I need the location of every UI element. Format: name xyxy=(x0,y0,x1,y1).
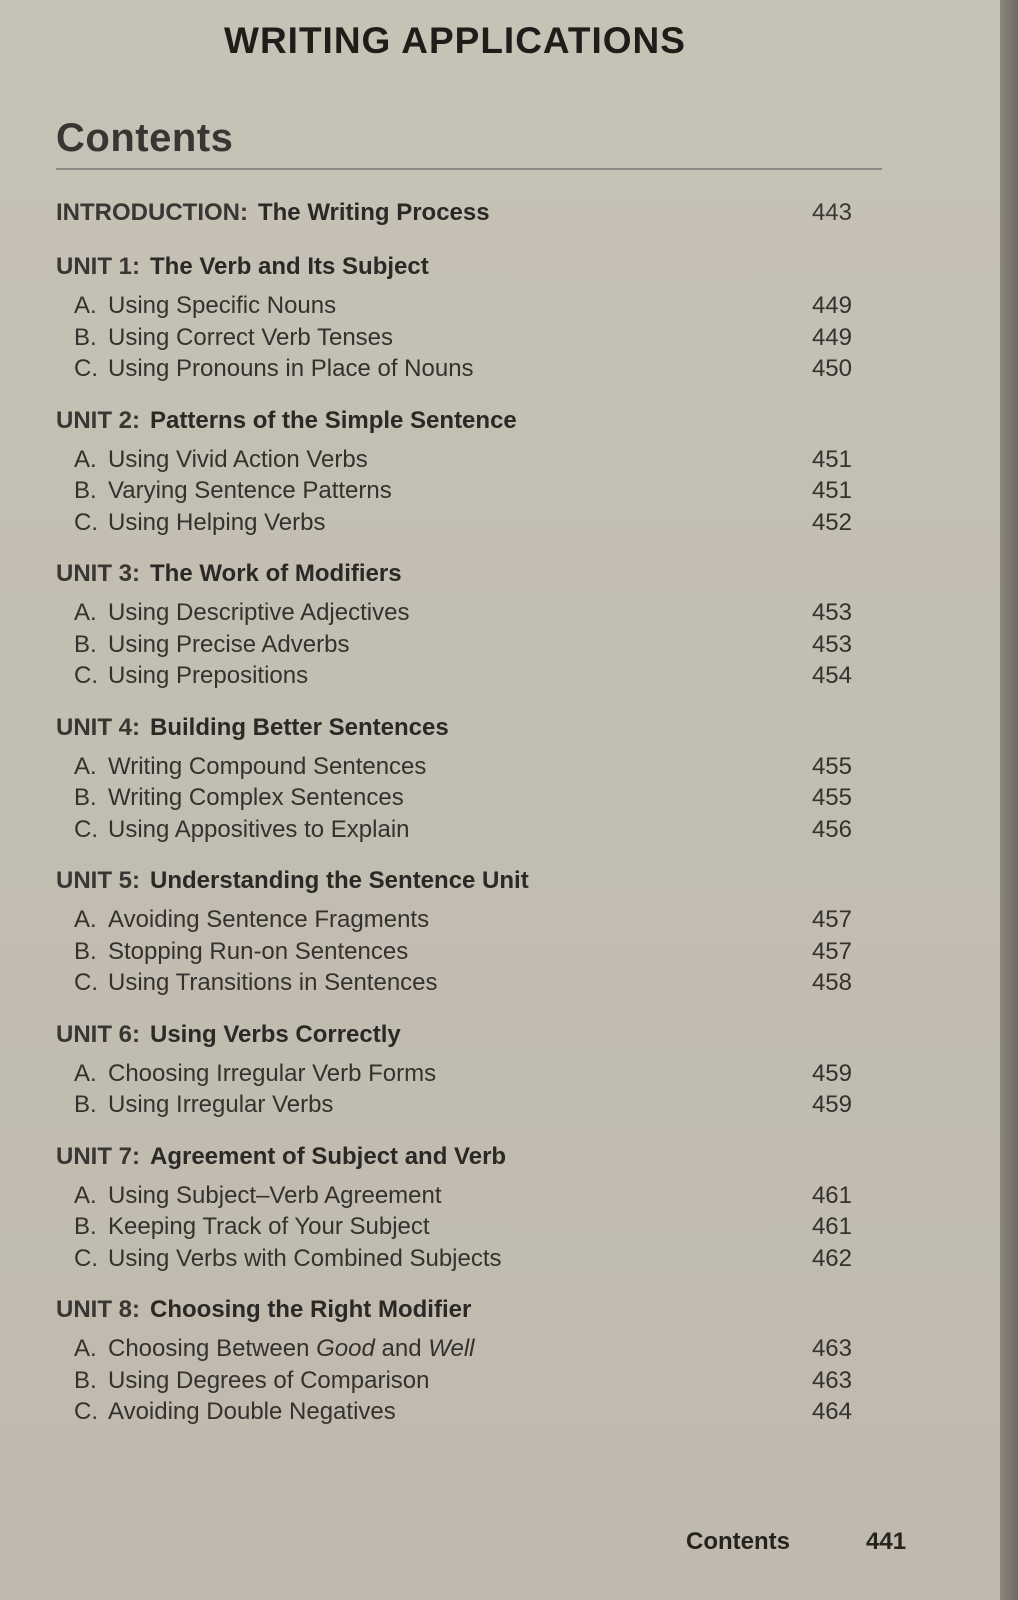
unit-title: Understanding the Sentence Unit xyxy=(150,867,529,894)
entry-page-number: 458 xyxy=(811,969,852,996)
entry-letter: A. xyxy=(74,1059,97,1087)
unit-heading xyxy=(56,404,892,438)
entry-page-number: 464 xyxy=(811,1398,852,1425)
toc-entry xyxy=(56,290,892,322)
entry-title: Using Helping Verbs xyxy=(108,508,326,536)
entry-page-number: 457 xyxy=(811,906,852,933)
entry-page-number: 459 xyxy=(811,1059,852,1087)
introduction-prefix: INTRODUCTION: xyxy=(56,199,248,226)
unit-entries xyxy=(56,290,892,385)
unit-section xyxy=(56,711,892,846)
entry-letter: A. xyxy=(74,445,97,473)
unit-number: UNIT 1: xyxy=(56,253,140,280)
entry-title-part: and xyxy=(374,1335,429,1362)
unit-title: Using Verbs Correctly xyxy=(150,1020,401,1048)
entry-page-number: 455 xyxy=(811,784,852,811)
entry-title-emphasis: Well xyxy=(428,1335,475,1362)
entry-title: Stopping Run-on Sentences xyxy=(108,937,409,965)
toc-entry xyxy=(56,322,892,354)
entry-title: Varying Sentence Patterns xyxy=(108,477,392,504)
entry-title: Using Subject–Verb Agreement xyxy=(108,1181,442,1209)
unit-heading xyxy=(56,1018,892,1052)
entry-page-number: 456 xyxy=(811,815,852,843)
entry-page-number: 457 xyxy=(811,937,852,965)
unit-number: UNIT 4: xyxy=(56,713,140,741)
entry-page-number: 461 xyxy=(811,1181,852,1209)
table-of-contents xyxy=(56,196,892,1447)
toc-entry xyxy=(56,1333,892,1365)
entry-title: Choosing Irregular Verb Forms xyxy=(108,1059,437,1087)
unit-title: The Verb and Its Subject xyxy=(150,253,429,280)
toc-entry xyxy=(56,1365,892,1397)
entry-title: Avoiding Double Negatives xyxy=(108,1398,396,1425)
unit-entries xyxy=(56,904,892,999)
contents-heading: Contents xyxy=(56,116,234,160)
entry-letter: B. xyxy=(74,784,97,811)
introduction-title: The Writing Process xyxy=(257,199,490,226)
unit-section xyxy=(56,1018,892,1121)
entry-page-number: 459 xyxy=(811,1091,852,1118)
page-edge-shadow xyxy=(1000,0,1018,1600)
unit-heading xyxy=(56,1140,892,1174)
toc-entry xyxy=(56,353,892,385)
unit-heading xyxy=(56,711,892,745)
entry-letter: B. xyxy=(74,630,97,658)
toc-entry xyxy=(56,814,892,846)
entry-letter: B. xyxy=(74,937,97,965)
unit-section xyxy=(56,1293,892,1428)
entry-letter: A. xyxy=(74,599,97,626)
entry-letter: B. xyxy=(74,1213,97,1240)
entry-title: Using Prepositions xyxy=(108,662,309,689)
entry-title: Keeping Track of Your Subject xyxy=(108,1213,430,1240)
toc-entry xyxy=(56,597,892,629)
toc-entry xyxy=(56,1396,892,1428)
unit-title: Agreement of Subject and Verb xyxy=(150,1142,507,1170)
unit-entries xyxy=(56,751,892,846)
entry-title: Using Vivid Action Verbs xyxy=(108,445,368,473)
entry-page-number: 449 xyxy=(811,292,852,319)
toc-entry xyxy=(56,629,892,661)
entry-title: Using Degrees of Comparison xyxy=(108,1366,430,1394)
entry-letter: A. xyxy=(74,752,97,780)
footer-page-number: 441 xyxy=(866,1528,907,1555)
introduction-heading xyxy=(56,196,892,230)
unit-title: Patterns of the Simple Sentence xyxy=(150,406,517,434)
entry-letter: C. xyxy=(74,508,98,536)
page-title: WRITING APPLICATIONS xyxy=(224,20,686,61)
entry-letter: A. xyxy=(74,1181,97,1209)
entry-letter: A. xyxy=(74,292,97,319)
unit-heading xyxy=(56,864,892,898)
entry-title: Using Irregular Verbs xyxy=(108,1091,334,1118)
unit-entries xyxy=(56,597,892,692)
entry-title: Using Appositives to Explain xyxy=(108,815,410,843)
toc-entry xyxy=(56,904,892,936)
entry-title: Using Specific Nouns xyxy=(108,292,337,319)
entry-title: Using Pronouns in Place of Nouns xyxy=(108,355,474,382)
unit-number: UNIT 5: xyxy=(56,867,140,894)
unit-number: UNIT 2: xyxy=(56,406,140,434)
entry-title: Using Descriptive Adjectives xyxy=(108,599,410,626)
entry-page-number: 463 xyxy=(811,1366,852,1394)
entry-page-number: 450 xyxy=(811,355,852,382)
entry-letter: A. xyxy=(74,906,97,933)
unit-section xyxy=(56,557,892,692)
unit-title: The Work of Modifiers xyxy=(150,560,402,587)
entry-letter: B. xyxy=(74,477,97,504)
toc-entry xyxy=(56,782,892,814)
toc-entry xyxy=(56,444,892,476)
toc-entry xyxy=(56,936,892,968)
entry-page-number: 462 xyxy=(811,1244,852,1272)
toc-entry xyxy=(56,507,892,539)
unit-section xyxy=(56,1140,892,1275)
entry-letter: C. xyxy=(74,969,98,996)
entry-page-number: 453 xyxy=(811,630,852,658)
entry-page-number: 463 xyxy=(811,1335,852,1362)
introduction-row xyxy=(56,196,892,230)
entry-letter: B. xyxy=(74,1366,97,1394)
entry-title: Using Transitions in Sentences xyxy=(108,969,438,996)
entry-title xyxy=(108,1333,474,1364)
unit-number: UNIT 8: xyxy=(56,1296,140,1323)
entry-letter: B. xyxy=(74,1091,97,1118)
introduction-page-number: 443 xyxy=(811,199,852,226)
entry-page-number: 452 xyxy=(811,508,852,536)
unit-title: Choosing the Right Modifier xyxy=(150,1296,472,1323)
unit-number: UNIT 3: xyxy=(56,560,140,587)
unit-section xyxy=(56,250,892,385)
entry-letter: A. xyxy=(74,1335,97,1362)
entry-page-number: 449 xyxy=(811,323,852,351)
unit-entries xyxy=(56,1333,892,1428)
entry-letter: C. xyxy=(74,662,98,689)
unit-entries xyxy=(56,1180,892,1275)
unit-section xyxy=(56,864,892,999)
entry-title: Using Correct Verb Tenses xyxy=(108,323,394,351)
toc-entry xyxy=(56,1089,892,1121)
unit-entries xyxy=(56,444,892,539)
entry-page-number: 451 xyxy=(811,477,852,504)
entry-title-emphasis: Good xyxy=(316,1335,375,1362)
unit-heading xyxy=(56,250,892,284)
heading-rule xyxy=(56,168,882,170)
units-list xyxy=(56,250,892,1428)
entry-title: Using Verbs with Combined Subjects xyxy=(108,1244,502,1272)
entry-title: Avoiding Sentence Fragments xyxy=(108,906,430,933)
entry-page-number: 455 xyxy=(811,752,852,780)
entry-letter: C. xyxy=(74,355,98,382)
entry-page-number: 453 xyxy=(811,599,852,626)
unit-entries xyxy=(56,1058,892,1121)
unit-number: UNIT 7: xyxy=(56,1142,140,1170)
toc-entry xyxy=(56,1058,892,1090)
unit-heading xyxy=(56,1293,892,1327)
entry-title: Writing Complex Sentences xyxy=(108,784,404,811)
toc-entry xyxy=(56,1243,892,1275)
entry-letter: C. xyxy=(74,1244,98,1272)
unit-section xyxy=(56,404,892,539)
toc-entry xyxy=(56,1180,892,1212)
footer-label: Contents xyxy=(686,1528,790,1555)
unit-title: Building Better Sentences xyxy=(150,713,449,741)
entry-page-number: 461 xyxy=(811,1213,852,1240)
entry-page-number: 454 xyxy=(811,662,852,689)
toc-entry xyxy=(56,967,892,999)
toc-entry xyxy=(56,660,892,692)
toc-entry xyxy=(56,1211,892,1243)
toc-entry xyxy=(56,751,892,783)
unit-number: UNIT 6: xyxy=(56,1020,140,1048)
entry-title-part: Choosing Between xyxy=(108,1335,317,1362)
toc-entry xyxy=(56,475,892,507)
entry-letter: B. xyxy=(74,323,97,351)
entry-letter: C. xyxy=(74,1398,98,1425)
unit-heading xyxy=(56,557,892,591)
entry-letter: C. xyxy=(74,815,98,843)
entry-title: Using Precise Adverbs xyxy=(108,630,350,658)
entry-title: Writing Compound Sentences xyxy=(108,752,427,780)
entry-page-number: 451 xyxy=(811,445,852,473)
